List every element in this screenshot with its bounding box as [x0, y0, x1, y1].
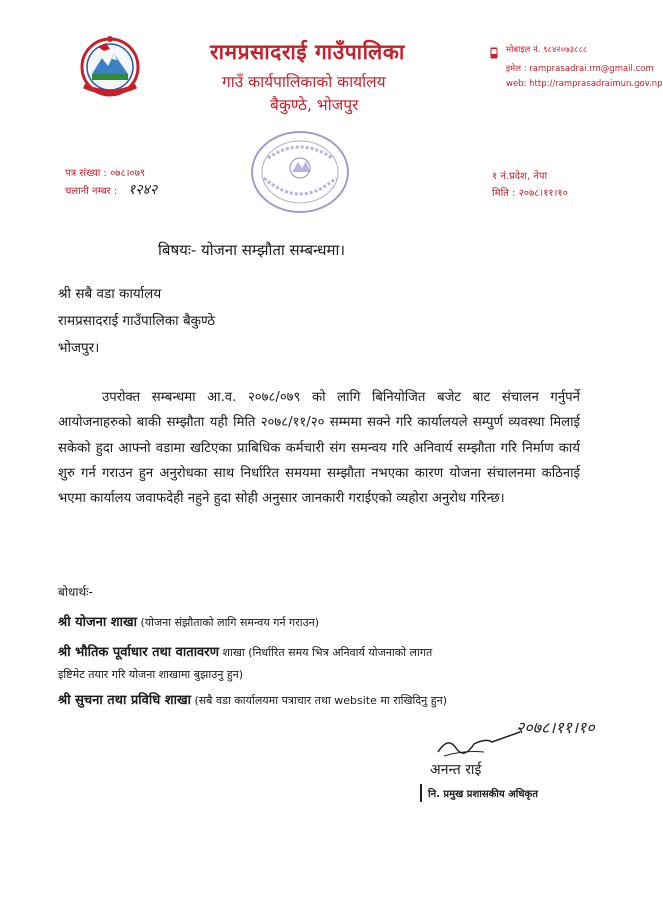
cc-item-suffix: शाखा — [222, 646, 245, 659]
letter-number: पत्र संख्या : ०७८।०७९ — [65, 168, 146, 179]
recipient-line-3: भोजपुर। — [58, 340, 100, 356]
cc-item-note: (योजना संझौताको लागि समन्वय गर्न गराउन) — [140, 616, 320, 629]
cc-item-name: श्री भौतिक पूर्वाधार तथा वातावरण — [58, 645, 219, 660]
cc-item-infrastructure — [58, 642, 432, 660]
cc-heading: बोधार्थः- — [58, 585, 93, 599]
handwritten-signature — [434, 722, 524, 762]
municipality-logo-icon — [70, 34, 150, 100]
cc-item-note: (सबै वडा कार्यालयमा पत्राचार तथा website मा राखिदिनु हुन) — [194, 694, 447, 707]
cc-item-it — [58, 690, 447, 708]
phone-icon — [490, 44, 498, 56]
letter-date: मिति : २०७८।११।१० — [492, 188, 568, 199]
email-address: इमेल : ramprasadrai.rm@gmail.com — [506, 64, 654, 74]
website-url: web: http://ramprasadraimun.gov.np — [506, 79, 663, 89]
cc-item-continuation: इष्टिमेट तयार गरि योजना शाखामा बुझाउनु हुन) — [58, 668, 244, 681]
recipient-line-1: श्री सबै वडा कार्यालय — [58, 286, 162, 302]
letter-body: उपरोक्त सम्बन्धमा आ.व. २०७८/०७९ को लागि बिनियोजित बजेट बाट संचालन गर्नुपर्ने आयोजनाहरुको बाकी सम्झौता यही मिति २०७८/११/२० सम्ममा सक्ने गरि कार्यालयले सम्पुर्ण व्यवस्था मिलाई सकेको हुदा आफ्नो वडामा खटिएका प्राबिधिक कर्मचारी संग समन्वय गरि अनिवार्य सम्झौता गरि निर्माण कार्य शुरु गर्न गराउन हुन अनुरोधका साथ निर्धारित समयमा सम्झौता नभएका कारण योजना संचालनमा कठिनाई भएमा कार्यालय जवाफदेही नहुने हुदा सोही अनुसार जानकारी गराईएको व्यहोरा अनुरोध गरिन्छ। — [58, 390, 580, 507]
cc-item-planning — [58, 612, 319, 630]
office-location: बैकुण्ठे, भोजपुर — [270, 96, 359, 114]
signer-name: अनन्त राई — [430, 762, 482, 778]
mobile-number: मोबाइल नं. ९८४२०७३८८८ — [506, 45, 588, 55]
cc-item-name: श्री योजना शाखा — [58, 615, 137, 630]
letter-subject: बिषयः- योजना सम्झौता सम्बन्धमा। — [158, 241, 346, 259]
cc-item-name: श्री सुचना तथा प्रविधि शाखा — [58, 693, 191, 708]
cc-item-note: (निर्धारित समय भित्र अनिवार्य योजनाको लागत — [248, 646, 433, 659]
municipality-name: रामप्रसादराई गाउँपालिका — [210, 40, 405, 64]
recipient-line-2: रामप्रसादराई गाउँपालिका बैकुण्ठे — [58, 313, 216, 329]
dispatch-number-label: चलानी नम्बर : — [65, 186, 118, 197]
signer-designation: नि. प्रमुख प्रशासकीय अधिकृत — [420, 784, 544, 802]
office-stamp — [248, 128, 352, 216]
office-name: गाउँ कार्यपालिकाको कार्यालय — [222, 73, 386, 91]
province-label: १ नं.प्रदेश, नेपा — [492, 171, 548, 182]
handwritten-date: २०७८।११।१० — [516, 718, 595, 737]
dispatch-number-value: १२४२ — [128, 182, 158, 198]
